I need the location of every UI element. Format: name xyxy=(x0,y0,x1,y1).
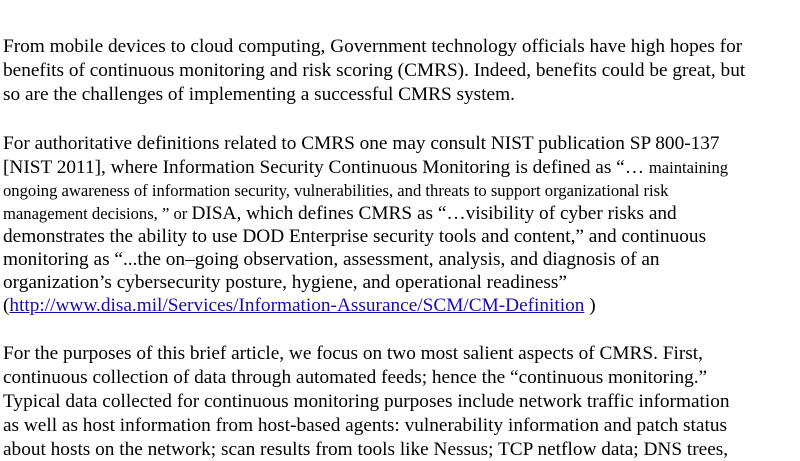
paragraph-3-line: Typical data collected for continuous monitoring purposes include network traffic information xyxy=(3,391,730,412)
text: DISA, which defines CMRS as “…visibility of cyber risks and xyxy=(191,203,677,224)
paragraph-2-line xyxy=(3,203,677,225)
paren: ( xyxy=(3,295,10,316)
quote-text: maintaining xyxy=(648,158,729,177)
paragraph-2-line xyxy=(3,295,596,317)
text: [NIST 2011], where Information Security Continuous Monitoring is defined as “… xyxy=(3,157,649,178)
paragraph-2-line xyxy=(3,157,728,179)
disa-definition-link[interactable]: http://www.disa.mil/Services/Information-Assurance/SCM/CM-Definition xyxy=(9,295,585,316)
paragraph-2-line: monitoring as “...the on–going observation, assessment, analysis, and diagnosis of an xyxy=(3,249,660,270)
paragraph-1-line: so are the challenges of implementing a successful CMRS system. xyxy=(3,84,515,105)
paragraph-3-line: For the purposes of this brief article, we focus on two most salient aspects of CMRS. First, xyxy=(3,343,703,364)
paragraph-3-line: continuous collection of data through automated feeds; hence the “continuous monitoring.” xyxy=(3,367,708,388)
paragraph-1-line: From mobile devices to cloud computing, Government technology officials have high hopes for xyxy=(3,36,743,57)
paragraph-1-line: benefits of continuous monitoring and risk scoring (CMRS). Indeed, benefits could be great, but xyxy=(3,60,746,81)
paragraph-3-line: as well as host information from host-based agents: vulnerability information and patch status xyxy=(3,415,727,436)
paragraph-2-line: For authoritative definitions related to CMRS one may consult NIST publication SP 800-137 xyxy=(3,133,720,154)
paren: ) xyxy=(584,295,596,316)
paragraph-3-line: about hosts on the network; scan results from tools like Nessus; TCP netflow data; DNS trees, xyxy=(3,439,729,460)
paragraph-2-line: organization’s cybersecurity posture, hygiene, and operational readiness” xyxy=(3,272,567,293)
quote-text: management decisions, ” or xyxy=(3,204,192,223)
paragraph-2-line: ongoing awareness of information security, vulnerabilities, and threats to support organizational risk xyxy=(3,181,669,200)
paragraph-2-line: demonstrates the ability to use DOD Enterprise security tools and content,” and continuous xyxy=(3,226,707,247)
